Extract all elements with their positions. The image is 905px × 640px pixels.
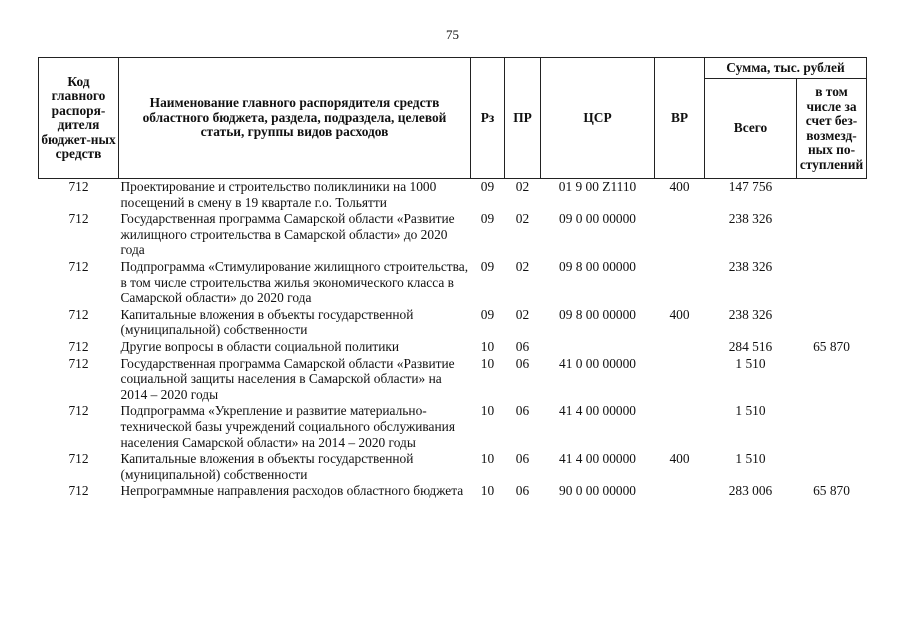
row-code: 712 [68, 355, 89, 371]
row-rz: 10 [480, 355, 495, 371]
row-rz: 09 [480, 258, 495, 274]
row-free [797, 179, 867, 212]
table-row [39, 179, 867, 212]
header-row-1 [39, 58, 867, 79]
table-row [39, 356, 867, 404]
table-row [39, 339, 867, 356]
row-pr: 02 [515, 211, 530, 227]
row-code: 712 [68, 451, 89, 467]
row-total: 238 326 [728, 258, 773, 274]
row-pr: 06 [515, 338, 530, 354]
row-csr: 41 0 00 00000 [559, 355, 636, 371]
row-name: Проектирование и строительство поликлиники на 1000 посещений в смену в 19 квартале г.о. Тольятти [120, 179, 437, 210]
row-rz: 09 [480, 179, 495, 194]
row-code: 712 [68, 483, 89, 499]
row-total: 238 326 [728, 211, 773, 227]
header-code: Код главного распоря-дителя бюджет-ных средств [39, 58, 119, 179]
header-sum-group: Сумма, тыс. рублей [705, 58, 867, 79]
row-free [797, 259, 867, 307]
header-free: в том числе за счет без-возмезд-ных по-ступлений [797, 79, 867, 179]
row-total: 1 510 [735, 355, 766, 371]
table-row [39, 307, 867, 339]
header-rz: Рз [471, 58, 505, 179]
row-csr: 41 4 00 00000 [559, 403, 636, 419]
table-row [39, 483, 867, 500]
header-total: Всего [705, 79, 797, 179]
budget-table [38, 57, 867, 500]
row-code: 712 [68, 179, 89, 194]
table-row [39, 403, 867, 451]
row-free [797, 451, 867, 483]
row-name: Государственная программа Самарской области «Развитие социальной защиты населения в Самарской области» на 2014 – 2020 годы [120, 355, 455, 402]
row-vr [655, 259, 705, 307]
header-name: Наименование главного распорядителя средств областного бюджета, раздела, подраздела, целевой статьи, группы видов расходов [119, 58, 471, 179]
row-rz: 10 [480, 451, 495, 467]
table-row [39, 211, 867, 259]
row-pr: 06 [515, 483, 530, 499]
row-vr [655, 403, 705, 451]
row-pr: 06 [515, 355, 530, 371]
row-code: 712 [68, 338, 89, 354]
row-vr: 400 [669, 451, 690, 467]
row-rz: 09 [480, 211, 495, 227]
row-pr: 06 [515, 403, 530, 419]
table-body [39, 179, 867, 500]
row-total: 1 510 [735, 451, 766, 467]
row-free: 65 870 [813, 338, 850, 354]
row-total: 238 326 [728, 306, 773, 322]
row-pr: 02 [515, 258, 530, 274]
row-csr: 01 9 00 Z1110 [558, 179, 637, 194]
row-pr: 06 [515, 451, 530, 467]
row-total: 284 516 [728, 338, 773, 354]
row-vr [655, 339, 705, 356]
page-number: 75 [446, 27, 459, 42]
header-vr: ВР [655, 58, 705, 179]
row-name: Капитальные вложения в объекты государственной (муниципальной) собственности [120, 306, 414, 338]
row-code: 712 [68, 211, 89, 227]
row-name: Подпрограмма «Стимулирование жилищного строительства, в том числе строительства жилья экономического класса в Самарской области» до 2020 года [120, 258, 469, 306]
row-rz: 09 [480, 306, 495, 322]
row-pr: 02 [515, 306, 530, 322]
row-name: Подпрограмма «Укрепление и развитие материально-технической базы учреждений социального обслуживания населения Самарской области» на 2014 – 2020 годы [120, 403, 455, 450]
row-csr: 41 4 00 00000 [559, 451, 636, 467]
row-vr: 400 [669, 306, 690, 322]
row-vr [655, 211, 705, 259]
row-vr: 400 [669, 179, 690, 194]
row-free [797, 356, 867, 404]
row-csr: 09 8 00 00000 [559, 306, 636, 322]
row-free [797, 307, 867, 339]
header-csr: ЦСР [541, 58, 655, 179]
row-name: Капитальные вложения в объекты государственной (муниципальной) собственности [120, 451, 414, 482]
row-rz: 10 [480, 403, 495, 419]
row-free [797, 403, 867, 451]
row-code: 712 [68, 258, 89, 274]
row-rz: 10 [480, 338, 495, 354]
table-row [39, 259, 867, 307]
row-csr [541, 339, 655, 356]
row-name: Непрограммные направления расходов областного бюджета [120, 483, 464, 499]
row-free [797, 211, 867, 259]
row-free: 65 870 [813, 483, 850, 499]
row-name: Другие вопросы в области социальной политики [120, 338, 400, 354]
row-code: 712 [68, 306, 89, 322]
row-total: 283 006 [728, 483, 773, 499]
row-pr: 02 [515, 179, 530, 194]
row-rz: 10 [480, 483, 495, 499]
table-row [39, 451, 867, 483]
row-total: 147 756 [728, 179, 773, 194]
row-total: 1 510 [735, 403, 766, 419]
row-code: 712 [68, 403, 89, 419]
row-csr: 09 8 00 00000 [559, 258, 636, 274]
row-vr [655, 483, 705, 500]
header-pr: ПР [505, 58, 541, 179]
row-vr [655, 356, 705, 404]
row-csr: 90 0 00 00000 [559, 483, 636, 499]
row-name: Государственная программа Самарской области «Развитие жилищного строительства в Самарской области» до 2020 года [120, 211, 455, 258]
row-csr: 09 0 00 00000 [559, 211, 636, 227]
